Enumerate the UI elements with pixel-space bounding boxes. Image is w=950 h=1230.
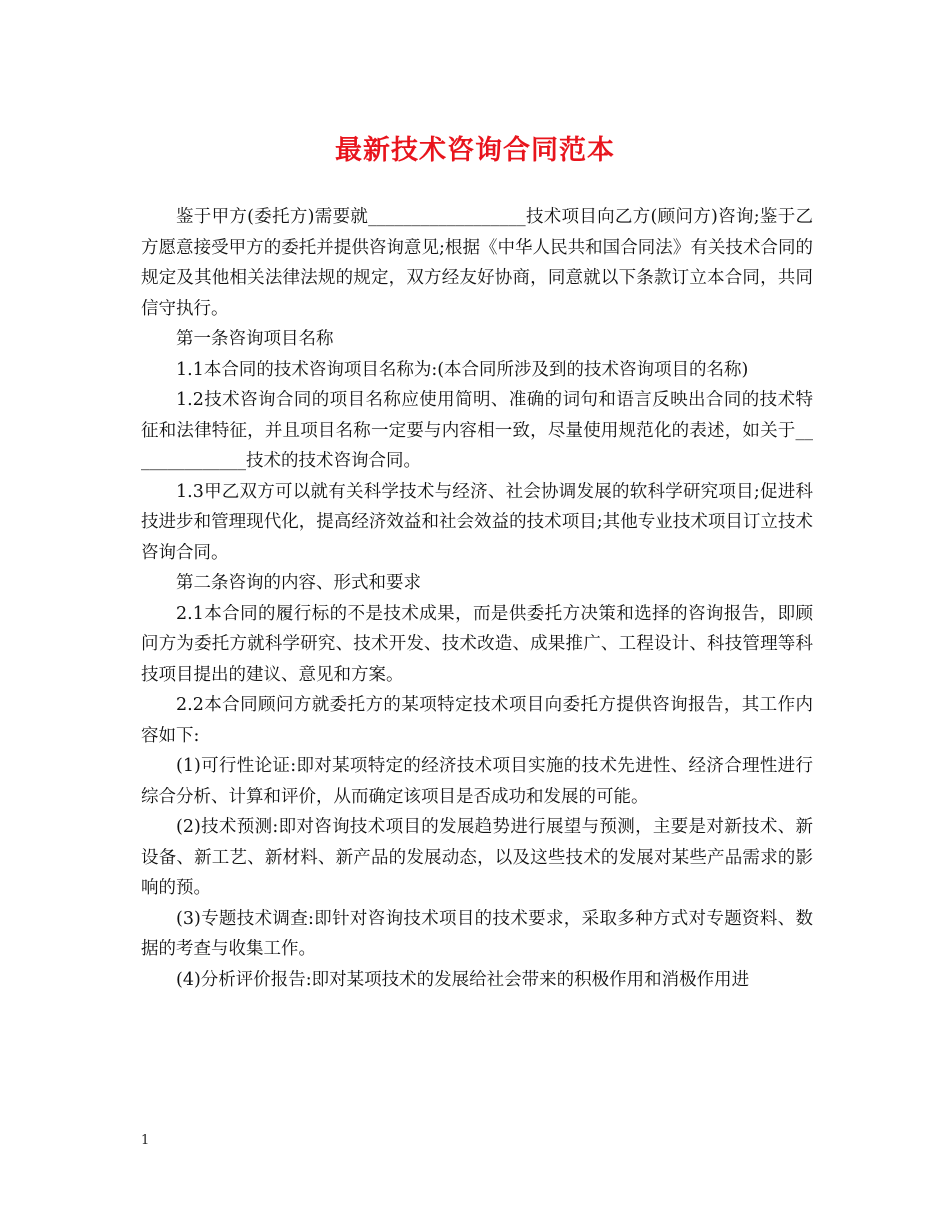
paragraph-2-1: 2.1本合同的履行标的不是技术成果，而是供委托方决策和选择的咨询报告，即顾问方为委托方就科学研究、技术开发、技术改造、成果推广、工程设计、科技管理等科技项目提出的建议、意见和方案。 — [141, 603, 813, 685]
list-item-3: (3)专题技术调查:即针对咨询技术项目的技术要求，采取多种方式对专题资料、数据的考查与收集工作。 — [141, 908, 813, 959]
paragraph-1-2: 1.2技术咨询合同的项目名称应使用简明、准确的词句和语言反映出合同的技术特征和法律特征，并且项目名称一定要与内容相一致，尽量使用规范化的表述，如关于______________技术的技术咨询合同。 — [141, 390, 813, 471]
section-heading-2: 第二条咨询的内容、形式和要求 — [176, 573, 421, 593]
section-heading-1: 第一条咨询项目名称 — [176, 329, 334, 349]
list-item-4: (4)分析评价报告:即对某项技术的发展给社会带来的积极作用和消极作用进 — [176, 969, 750, 990]
paragraph-1-1: 1.1本合同的技术咨询项目名称为:(本合同所涉及到的技术咨询项目的名称) — [176, 359, 749, 380]
paragraph-preamble: 鉴于甲方(委托方)需要就__________________技术项目向乙方(顾问方)咨询;鉴于乙方愿意接受甲方的委托并提供咨询意见;根据《中华人民共和国合同法》有关技术合同的规定及其他相关法律法规的规定，双方经友好协商，同意就以下条款订立本合同，共同信守执行。 — [141, 207, 813, 319]
document-body — [141, 202, 813, 995]
paragraph-1-3: 1.3甲乙双方可以就有关科学技术与经济、社会协调发展的软科学研究项目;促进科技进步和管理现代化，提高经济效益和社会效益的技术项目;其他专业技术项目订立技术咨询合同。 — [141, 481, 813, 563]
list-item-2: (2)技术预测:即对咨询技术项目的发展趋势进行展望与预测，主要是对新技术、新设备、新工艺、新材料、新产品的发展动态，以及这些技术的发展对某些产品需求的影响的预。 — [141, 817, 813, 898]
list-item-1: (1)可行性论证:即对某项特定的经济技术项目实施的技术先进性、经济合理性进行综合分析、计算和评价，从而确定该项目是否成功和发展的可能。 — [141, 756, 813, 807]
paragraph-2-2: 2.2本合同顾问方就委托方的某项特定技术项目向委托方提供咨询报告，其工作内容如下: — [141, 695, 813, 746]
document-title: 最新技术咨询合同范本 — [335, 135, 615, 166]
page-number: 1 — [141, 1133, 150, 1148]
